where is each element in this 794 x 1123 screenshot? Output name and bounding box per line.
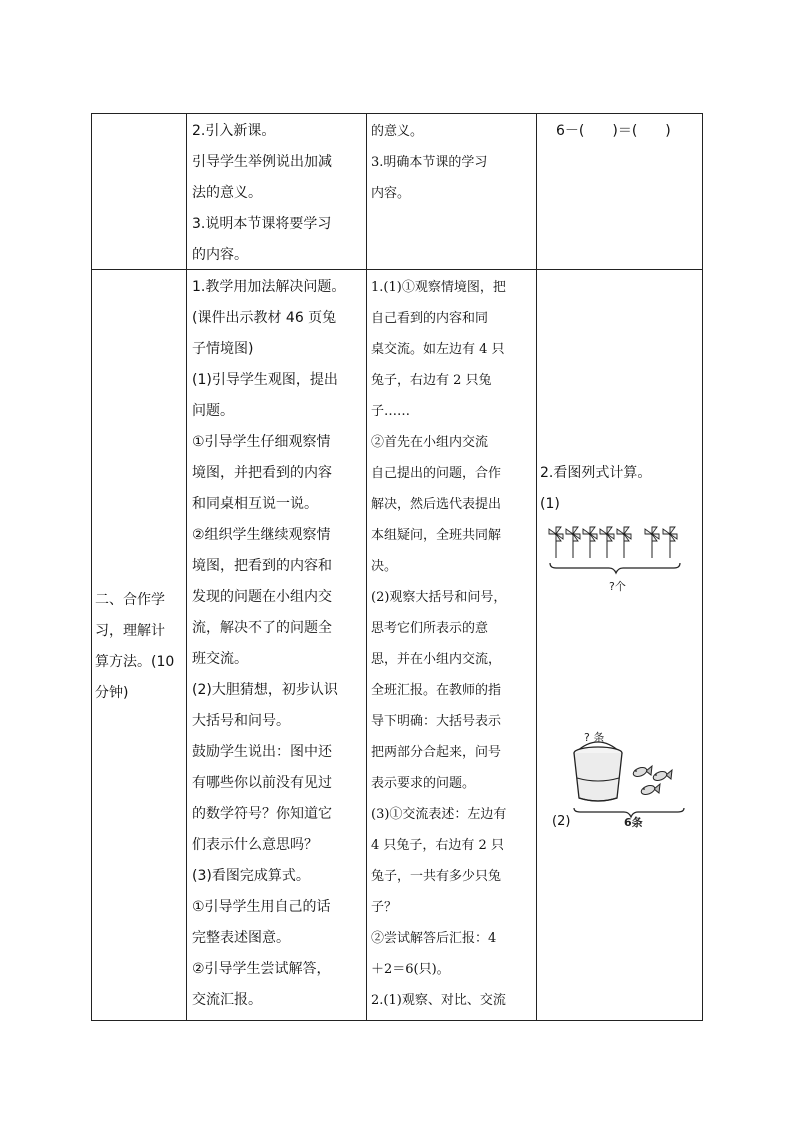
text-line: (1)引导学生观图，提出 <box>192 372 338 388</box>
text-line: (2)观察大括号和问号， <box>371 590 507 605</box>
table-col-divider-2 <box>366 113 367 1021</box>
text-line: 们表示什么意思吗？ <box>192 837 318 853</box>
fish-group <box>632 766 672 796</box>
text-line: (课件出示教材 46 页兔 <box>192 310 337 326</box>
text-line: 子…… <box>371 404 411 419</box>
brace-bottom <box>550 563 680 573</box>
text-line: 决。 <box>371 559 398 574</box>
text-line: 的内容。 <box>192 247 248 263</box>
pinwheel-icon <box>600 527 614 558</box>
text-line: ②首先在小组内交流 <box>371 435 489 450</box>
text-line: 自己看到的内容和同 <box>371 311 489 326</box>
fish-total-label: 6条 <box>624 816 643 829</box>
text-line: 境图，把看到的内容和 <box>192 558 332 574</box>
text-line: 表示要求的问题。 <box>371 776 476 791</box>
text-line: 本组疑问，全班共同解 <box>371 528 502 543</box>
pinwheel-icon <box>663 527 677 558</box>
text-line: 完整表述图意。 <box>192 930 290 946</box>
pinwheel-icon <box>645 527 659 558</box>
text-line: 把两部分合起来，问号 <box>371 745 502 760</box>
row2-teacher-activity <box>192 272 364 1016</box>
pinwheel-icon <box>549 527 563 558</box>
text-line: 子？ <box>371 900 398 915</box>
fish-question-label: ? 条 <box>584 731 605 744</box>
bucket-icon <box>574 742 622 801</box>
text-line: 4 只兔子，右边有 2 只 <box>371 838 504 853</box>
pinwheel-icon <box>617 527 631 558</box>
text-line: 引导学生举例说出加减 <box>192 154 332 170</box>
text-line: 3.明确本节课的学习 <box>371 155 488 170</box>
row2-section-title <box>95 585 183 709</box>
table-row-divider <box>91 269 703 270</box>
text-line: 思，并在小组内交流， <box>371 652 502 667</box>
text-line: 流，解决不了的问题全 <box>192 620 332 636</box>
text-line: 习，理解计 <box>95 623 165 639</box>
text-line: 内容。 <box>371 186 411 201</box>
text-line: 分钟) <box>95 685 129 701</box>
text-line: 兔子，右边有 2 只兔 <box>371 373 492 388</box>
text-line: 全班汇报。在教师的指 <box>371 683 502 698</box>
text-line: ①引导学生仔细观察情 <box>192 434 331 450</box>
text-line: (3)看图完成算式。 <box>192 868 310 884</box>
table-col-divider-1 <box>186 113 187 1021</box>
text-line: 自己提出的问题，合作 <box>371 466 502 481</box>
text-line: 二、合作学 <box>95 592 165 608</box>
text-line: 鼓励学生说出：图中还 <box>192 744 332 760</box>
text-line: 2.引入新课。 <box>192 123 276 139</box>
text-line: ②组织学生继续观察情 <box>192 527 331 543</box>
row1-exercise <box>540 116 700 147</box>
text-line: 交流汇报。 <box>192 992 262 1008</box>
figure-2-number: (2) <box>552 814 571 829</box>
fish-icon <box>632 766 652 778</box>
text-line: 大括号和问号。 <box>192 713 290 729</box>
text-line: 法的意义。 <box>192 185 262 201</box>
equation-text: 6－( )＝( ) <box>556 123 671 139</box>
text-line: ＋2＝6(只)。 <box>371 962 450 977</box>
row2-student-activity <box>371 272 533 1016</box>
table-top-border <box>91 113 703 114</box>
text-line: 有哪些你以前没有见过 <box>192 775 332 791</box>
fish-icon <box>652 770 672 782</box>
table-bottom-border <box>91 1020 703 1021</box>
text-line: 1.(1)①观察情境图，把 <box>371 280 506 295</box>
pinwheel-total-label: ?个 <box>609 580 626 593</box>
text-line: 的意义。 <box>371 124 424 139</box>
text-line: 算方法。(10 <box>95 654 175 670</box>
table-left-border <box>91 113 92 1021</box>
text-line: 发现的问题在小组内交 <box>192 589 332 605</box>
text-line: 兔子，一共有多少只兔 <box>371 869 502 884</box>
text-line: 班交流。 <box>192 651 248 667</box>
text-line: 导下明确：大括号表示 <box>371 714 502 729</box>
text-line: (3)①交流表述：左边有 <box>371 807 507 822</box>
table-right-border <box>702 113 703 1021</box>
text-line: 子情境图) <box>192 341 254 357</box>
text-line: 问题。 <box>192 403 234 419</box>
pinwheel-icon <box>566 527 580 558</box>
row2-exercise-heading <box>540 458 700 520</box>
row1-student-activity <box>371 116 533 209</box>
text-line: 境图，并把看到的内容 <box>192 465 332 481</box>
figure-1-number: (1) <box>540 496 560 512</box>
text-line: 的数学符号？你知道它 <box>192 806 332 822</box>
text-line: (2)大胆猜想，初步认识 <box>192 682 338 698</box>
text-line: 3.说明本节课将要学习 <box>192 216 332 232</box>
text-line: ①引导学生用自己的话 <box>192 899 331 915</box>
text-line: 1.教学用加法解决问题。 <box>192 279 346 295</box>
text-line: 2.(1)观察、对比、交流 <box>371 993 506 1008</box>
text-line: 解决，然后选代表提出 <box>371 497 502 512</box>
pinwheel-figure <box>546 522 686 594</box>
text-line: 思考它们所表示的意 <box>371 621 489 636</box>
text-line: ②尝试解答后汇报：4 <box>371 931 497 946</box>
text-line: 2.看图列式计算。 <box>540 465 652 481</box>
text-line: ②引导学生尝试解答， <box>192 961 331 977</box>
fish-icon <box>640 784 660 796</box>
pinwheel-group <box>549 527 677 558</box>
text-line: 和同桌相互说一说。 <box>192 496 318 512</box>
pinwheel-icon <box>583 527 597 558</box>
row1-teacher-activity <box>192 116 364 271</box>
table-col-divider-3 <box>536 113 537 1021</box>
text-line: 桌交流。如左边有 4 只 <box>371 342 505 357</box>
